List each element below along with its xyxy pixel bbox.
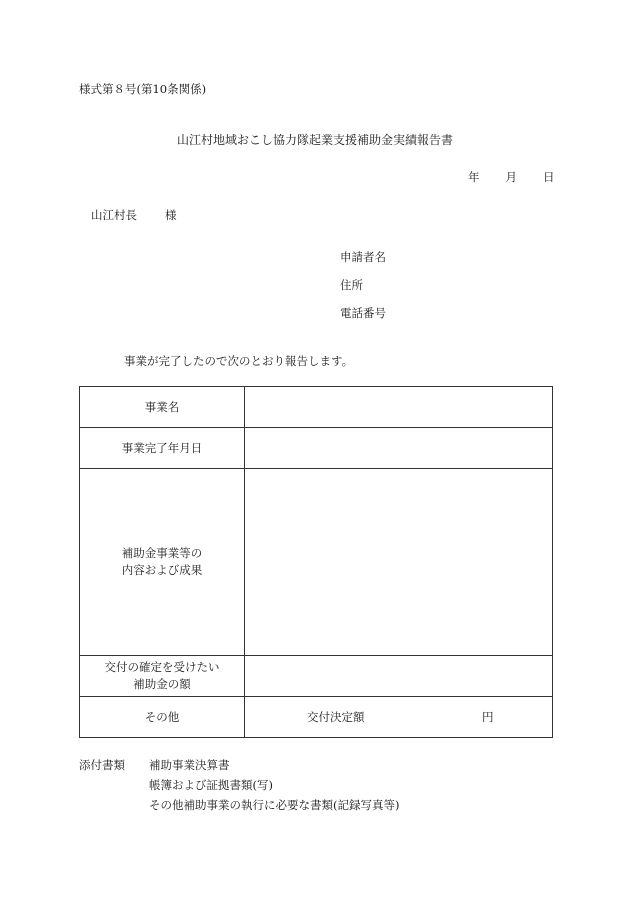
project-name-field[interactable] [245, 387, 553, 428]
content-results-label [80, 469, 245, 656]
applicant-address-label: 住所 [340, 278, 363, 292]
other-field[interactable] [245, 697, 553, 738]
attachment-item: その他補助事業の執行に必要な書類(記録写真等) [149, 798, 400, 812]
content-results-label-line1: 補助金事業等の [121, 546, 203, 560]
subsidy-amount-label-line2: 補助金の額 [133, 677, 191, 691]
table-row [80, 387, 553, 428]
intro-text: 事業が完了したので次のとおり報告します。 [124, 354, 354, 368]
project-name-label: 事業名 [80, 387, 245, 428]
content-results-label-line2: 内容および成果 [121, 563, 203, 577]
subsidy-amount-label [80, 656, 245, 697]
addressee-name: 山江村長 [91, 208, 137, 222]
content-results-field[interactable] [245, 469, 553, 656]
date-line [468, 169, 555, 185]
decided-amount-label: 交付決定額 [307, 710, 365, 724]
table-row [80, 656, 553, 697]
applicant-name-label: 申請者名 [340, 250, 386, 264]
table-row [80, 697, 553, 738]
table-row [80, 428, 553, 469]
date-day: 日 [543, 170, 555, 184]
applicant-phone-label: 電話番号 [340, 306, 386, 320]
subsidy-amount-field[interactable] [245, 656, 553, 697]
table-row [80, 469, 553, 656]
form-number: 様式第８号(第10条関係) [79, 82, 207, 96]
document-title: 山江村地域おこし協力隊起業支援補助金実績報告書 [176, 133, 453, 147]
date-year: 年 [468, 170, 480, 184]
completion-date-label: 事業完了年月日 [80, 428, 245, 469]
attachments-label: 添付書類 [79, 758, 125, 772]
completion-date-field[interactable] [245, 428, 553, 469]
report-table [79, 386, 553, 738]
addressee-honorific: 様 [165, 208, 177, 222]
attachment-item: 帳簿および証拠書類(写) [149, 778, 273, 792]
date-month: 月 [505, 170, 517, 184]
subsidy-amount-label-line1: 交付の確定を受けたい [104, 660, 220, 674]
addressee [91, 207, 177, 223]
attachment-item: 補助事業決算書 [149, 758, 230, 772]
other-label: その他 [80, 697, 245, 738]
yen-unit: 円 [482, 710, 494, 724]
